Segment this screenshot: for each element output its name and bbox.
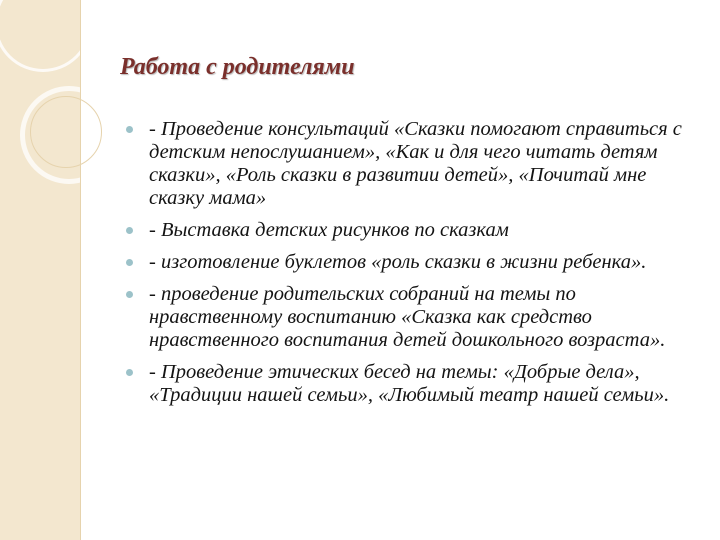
bullet-text: - изготовление буклетов «роль сказки в жизни ребенка». — [149, 251, 647, 273]
band-edge-divider — [80, 0, 81, 540]
bullet-item — [124, 251, 704, 274]
bullet-text: - Проведение консультаций «Сказки помогают справиться с детским непослушанием», «Как и для чего читать детям сказки», «Роль сказки в развитии детей», «Почитай мне сказку мама» — [149, 118, 682, 209]
slide-title: Работа с родителями — [120, 54, 355, 80]
decorative-side-band — [0, 0, 80, 540]
bullet-dot-icon — [126, 291, 133, 298]
decorative-ring — [0, 0, 92, 72]
bullet-dot-icon — [126, 259, 133, 266]
bullet-item — [124, 283, 704, 352]
bullet-text: - проведение родительских собраний на темы по нравственному воспитанию «Сказка как средство нравственного воспитания детей дошкольного возраста». — [149, 283, 666, 351]
bullet-dot-icon — [126, 126, 133, 133]
bullet-text: - Проведение этических бесед на темы: «Добрые дела», «Традиции нашей семьи», «Любимый театр нашей семьи». — [149, 361, 670, 406]
decorative-ring — [30, 96, 102, 168]
bullet-item — [124, 118, 704, 210]
bullet-dot-icon — [126, 227, 133, 234]
bullet-dot-icon — [126, 369, 133, 376]
bullet-text: - Выставка детских рисунков по сказкам — [149, 219, 509, 241]
bullet-item — [124, 361, 704, 407]
bullet-item — [124, 219, 704, 242]
bullet-list — [124, 118, 704, 416]
